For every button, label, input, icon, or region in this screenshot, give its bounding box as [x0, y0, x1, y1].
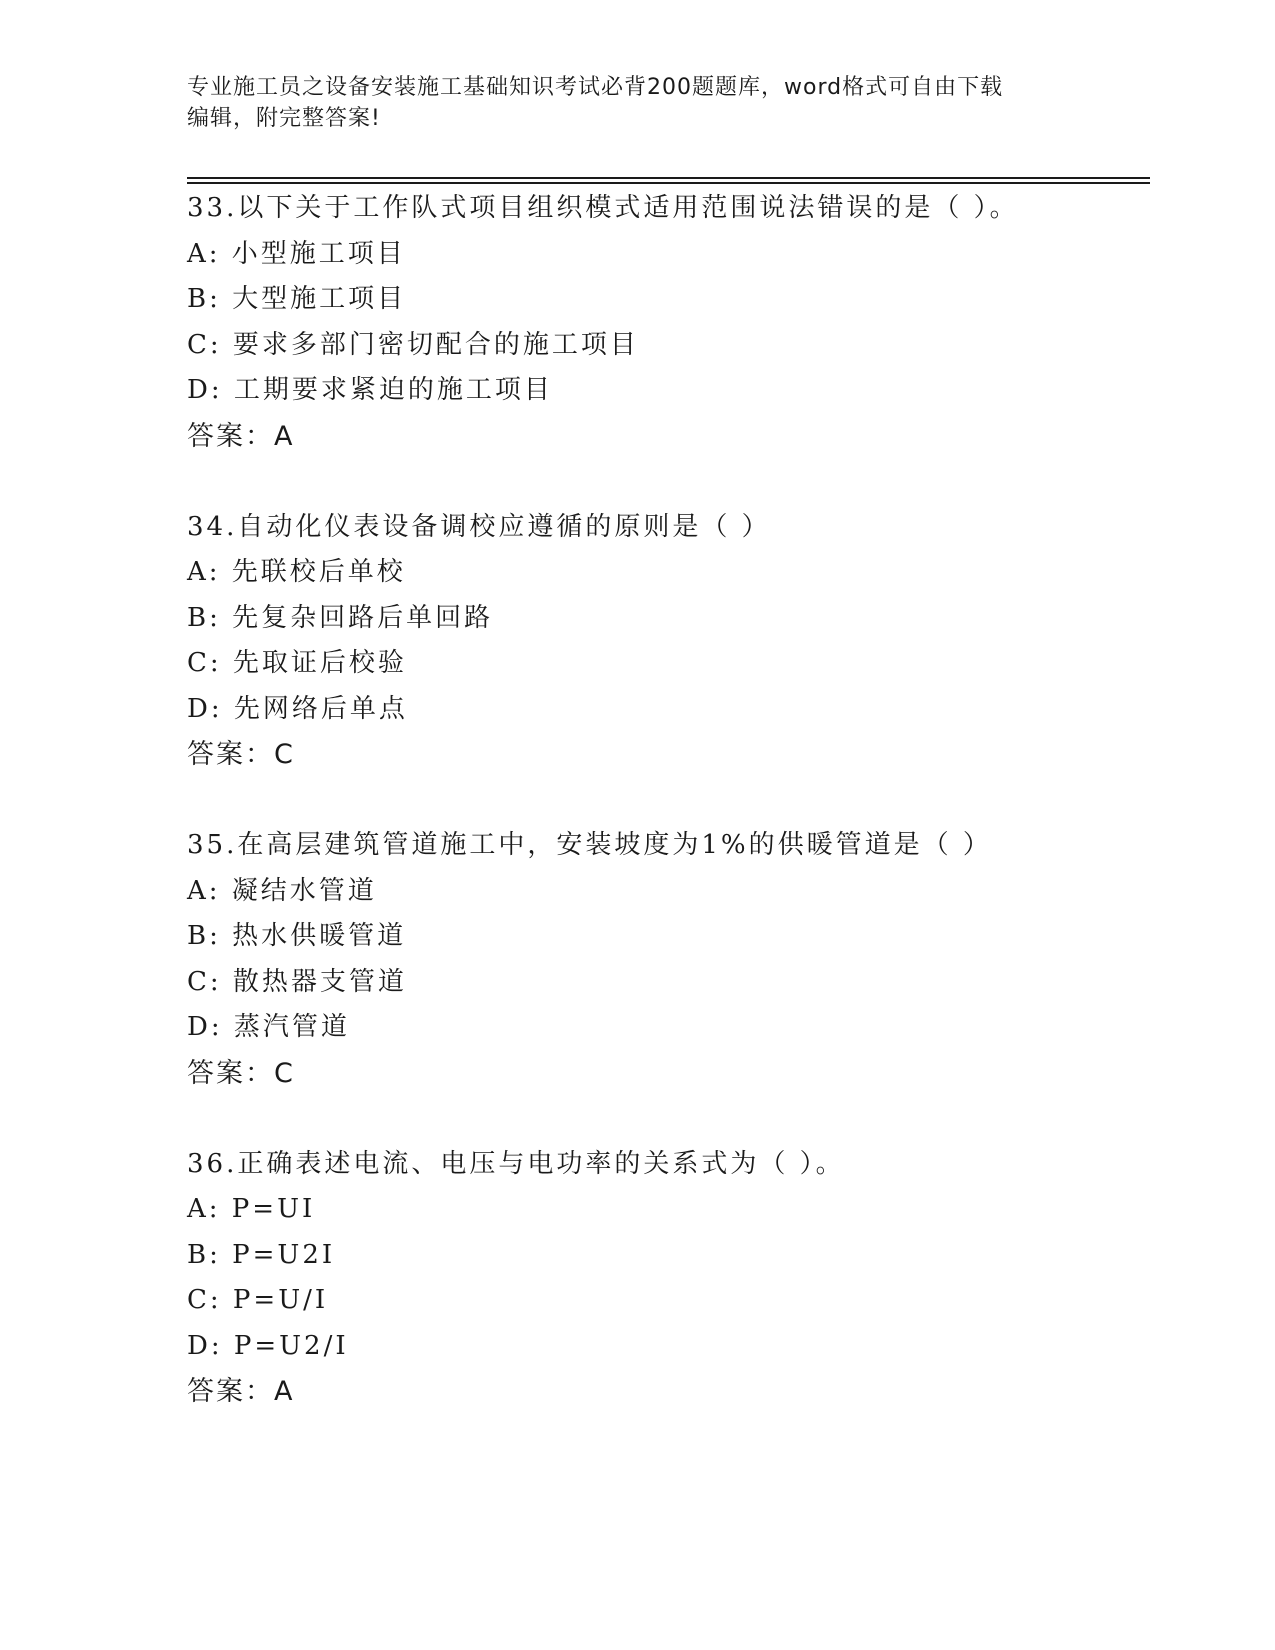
question-stem: 36.正确表述电流、电压与电功率的关系式为（ ）。	[187, 1148, 845, 1179]
option-b: B: 先复杂回路后单回路	[187, 602, 494, 633]
option-d: D: 先网络后单点	[187, 693, 408, 724]
question-list	[187, 186, 1147, 1460]
header-line-2: 编辑，附完整答案!	[187, 106, 381, 131]
option-c: C: 先取证后校验	[187, 648, 407, 678]
option-d: D: P=U2/I	[187, 1330, 349, 1361]
option-c: C: 要求多部门密切配合的施工项目	[187, 329, 639, 360]
question-36	[187, 1142, 1147, 1461]
answer-line: 答案：C	[187, 1057, 295, 1089]
option-c: C: P=U/I	[187, 1285, 329, 1315]
question-stem: 33.以下关于工作队式项目组织模式适用范围说法错误的是（ ）。	[187, 193, 1019, 223]
option-b: B: 大型施工项目	[187, 284, 407, 314]
option-a: A: 小型施工项目	[187, 238, 406, 269]
question-stem: 34.自动化仪表设备调校应遵循的原则是（ ）	[187, 511, 771, 542]
answer-line: 答案：A	[187, 420, 295, 452]
question-34	[187, 505, 1147, 824]
header-rule-top	[187, 177, 1150, 179]
option-c: C: 散热器支管道	[187, 966, 407, 997]
question-stem: 35.在高层建筑管道施工中，安装坡度为1%的供暖管道是（ ）	[187, 830, 992, 860]
option-a: A: 先联校后单校	[187, 557, 406, 587]
option-a: A: 凝结水管道	[187, 875, 377, 906]
answer-line: 答案：C	[187, 739, 295, 770]
option-d: D: 工期要求紧迫的施工项目	[187, 375, 553, 405]
option-b: B: P=U2I	[187, 1239, 336, 1270]
option-b: B: 热水供暖管道	[187, 921, 407, 951]
header-rule-bottom	[187, 182, 1150, 184]
option-a: A: P=UI	[187, 1194, 316, 1224]
option-d: D: 蒸汽管道	[187, 1012, 350, 1042]
answer-line: 答案：A	[187, 1376, 295, 1407]
question-33	[187, 186, 1147, 505]
question-35	[187, 823, 1147, 1142]
document-header	[187, 72, 1067, 134]
header-line-1: 专业施工员之设备安装施工基础知识考试必背200题题库，word格式可自由下载	[187, 75, 1004, 100]
